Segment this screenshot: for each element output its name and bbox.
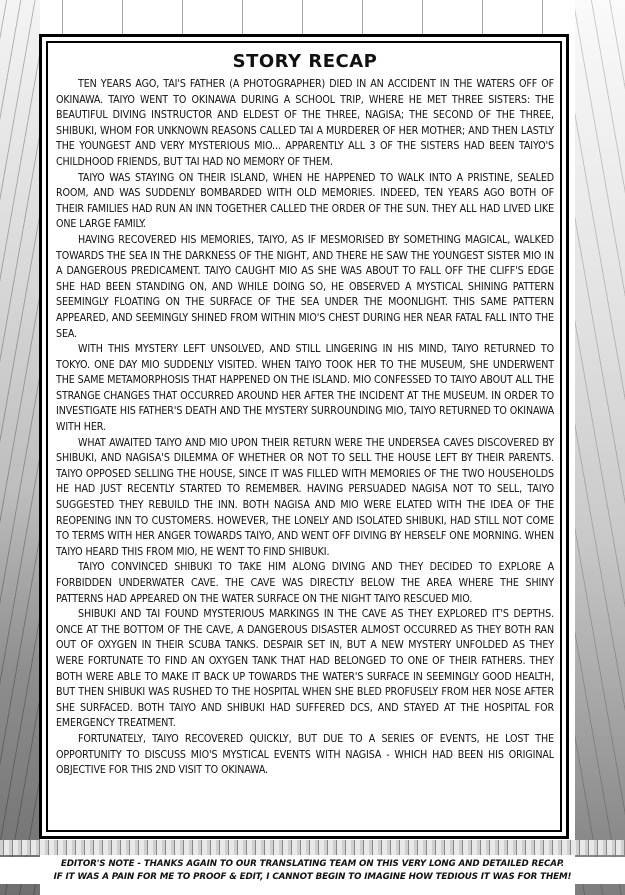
background-art-right — [575, 0, 625, 895]
background-art-top — [40, 0, 575, 34]
recap-body — [56, 49, 554, 826]
recap-paragraph-3: HAVING RECOVERED HIS MEMORIES, TAIYO, AS IF MESMORISED BY SOMETHING MAGICAL, WALKED TOWARDS THE SEA IN THE DARKNESS OF THE NIGHT, AND THERE HE SAW THE YOUNGEST SISTER MIO IN A DANGEROUS PREDICAMENT. TAIYO CAUGHT MIO AS SHE WAS ABOUT TO FALL OFF THE CLIFF'S EDGE SHE HAD BEEN STANDING ON, AND WHILE DOING SO, HE OBSERVED A MYSTICAL SHINING PATTERN SEEMINGLY FLOATING ON THE SURFACE OF THE SEA UNDER THE MOONLIGHT. THIS SAME PATTERN APPEARED, AND SEEMINGLY SHINED FROM WITHIN MIO'S CHEST DURING HER NEAR FATAL FALL INTO THE SEA. — [56, 233, 554, 340]
editor-note — [0, 857, 625, 884]
editor-note-line-2: IF IT WAS A PAIN FOR ME TO PROOF & EDIT, I CANNOT BEGIN TO IMAGINE HOW TEDIOUS IT WAS FOR THEM! — [53, 872, 572, 882]
recap-paragraph-7: SHIBUKI AND TAI FOUND MYSTERIOUS MARKINGS IN THE CAVE AS THEY EXPLORED IT'S DEPTHS. ONCE AT THE BOTTOM OF THE CAVE, A DANGEROUS DISASTER ALMOST OCCURRED AS THEY BOTH RAN OUT OF OXYGEN IN THEIR SCUBA TANKS. DESPAIR SET IN, BUT A NEW MYSTERY UNFOLDED AS THEY WERE FORTUNATE TO FIND AN OXYGEN TANK THAT HAD BELONGED TO ONE OF THEIR FATHERS. THEY BOTH WERE ABLE TO MAKE IT BACK UP TOWARDS THE WATER'S SURFACE IN SEEMINGLY GOOD HEALTH, BUT THEN SHIBUKI WAS RUSHED TO THE HOSPITAL WHEN SHE BLED PROFUSELY FROM HER NOSE AFTER SHE SURFACED. BOTH TAIYO AND SHIBUKI HAD SUFFERED DCS, AND STAYED AT THE HOSPITAL FOR EMERGENCY TREATMENT. — [56, 608, 554, 730]
recap-paragraph-5: WHAT AWAITED TAIYO AND MIO UPON THEIR RETURN WERE THE UNDERSEA CAVES DISCOVERED BY SHIBUKI, AND NAGISA'S DILEMMA OF WHETHER OR NOT TO SELL THE HOUSE LEFT BY THEIR PARENTS. TAIYO OPPOSED SELLING THE HOUSE, SINCE IT WAS FILLED WITH MEMORIES OF THE TWO HOUSEHOLDS HE HAD JUST RECENTLY STARTED TO REMEMBER. HAVING PERSUADED NAGISA NOT TO SELL, TAIYO SUGGESTED THEY REBUILD THE INN. BOTH NAGISA AND MIO WERE ELATED WITH THE IDEA OF THE REOPENING INN TO CUSTOMERS. HOWEVER, THE LONELY AND ISOLATED SHIBUKI, HAD STILL NOT COME TO TERMS WITH HER ANGER TOWARDS TAIYO, AND WENT OFF DIVING BY HERSELF ONE MORNING. WHEN TAIYO HEARD THIS FROM MIO, HE WENT TO FIND SHIBUKI. — [56, 436, 554, 558]
recap-paragraph-4: WITH THIS MYSTERY LEFT UNSOLVED, AND STILL LINGERING IN HIS MIND, TAIYO RETURNED TO TOKYO. ONE DAY MIO SUDDENLY VISITED. WHEN TAIYO TOOK HER TO THE MUSEUM, SHE UNDERWENT THE SAME METAMORPHOSIS THAT HAPPENED ON THE ISLAND. MIO CONFESSED TO TAIYO ABOUT ALL THE STRANGE CHANGES THAT OCCURRED AROUND HER AFTER THE INCIDENT AT THE MUSEUM. IN ORDER TO INVESTIGATE HIS FATHER'S DEATH AND THE MYSTERY SURROUNDING MIO, TAIYO RETURNED TO OKINAWA WITH HER. — [56, 343, 554, 434]
recap-paragraph-2: TAIYO WAS STAYING ON THEIR ISLAND, WHEN HE HAPPENED TO WALK INTO A PRISTINE, SEALED ROOM, AND WAS SUDDENLY BOMBARDED WITH OLD MEMORIES. INDEED, TEN YEARS AGO BOTH OF THEIR FAMILIES HAD RUN AN INN TOGETHER CALLED THE ORDER OF THE SUN. THEY ALL HAD LIVED LIKE ONE LARGE FAMILY. — [56, 171, 554, 231]
recap-paragraph-6: TAIYO CONVINCED SHIBUKI TO TAKE HIM ALONG DIVING AND THEY DECIDED TO EXPLORE A FORBIDDEN UNDERWATER CAVE. THE CAVE WAS DIRECTLY BELOW THE AREA WHERE THE SHINY PATTERNS HAD APPEARED ON THE WATER SURFACE ON THE NIGHT TAIYO RESCUED MIO. — [56, 561, 554, 605]
recap-paragraph-8: FORTUNATELY, TAIYO RECOVERED QUICKLY, BUT DUE TO A SERIES OF EVENTS, HE LOST THE OPPORTUNITY TO DISCUSS MIO'S MYSTICAL EVENTS WITH NAGISA - WHICH HAD BEEN HIS ORIGINAL OBJECTIVE FOR THIS 2ND VISIT TO OKINAWA. — [56, 732, 554, 777]
recap-paragraph-1: TEN YEARS AGO, TAI'S FATHER (A PHOTOGRAPHER) DIED IN AN ACCIDENT IN THE WATERS OFF OF OKINAWA. TAIYO WENT TO OKINAWA DURING A SCHOOL TRIP, WHERE HE MET THREE SISTERS: THE BEAUTIFUL DIVING INSTRUCTOR AND ELDEST OF THE THREE, NAGISA; THE SECOND OF THE THREE, SHIBUKI, WHOM FOR UNKNOWN REASONS CALLED TAI A MURDERER OF HER MOTHER; AND THEN LASTLY THE YOUNGEST AND VERY MYSTERIOUS MIO... APPARENTLY ALL 3 OF THE SISTERS HAD BEEN TAIYO'S CHILDHOOD FRIENDS, BUT TAI HAD NO MEMORY OF THEM. — [56, 78, 554, 168]
background-art-left — [0, 0, 40, 895]
recap-title: STORY RECAP — [232, 51, 378, 72]
background-art-bottom — [0, 840, 625, 855]
recap-panel — [39, 34, 569, 839]
editor-note-line-1: EDITOR'S NOTE - THANKS AGAIN TO OUR TRANSLATING TEAM ON THIS VERY LONG AND DETAILED RECAP. — [60, 859, 565, 869]
